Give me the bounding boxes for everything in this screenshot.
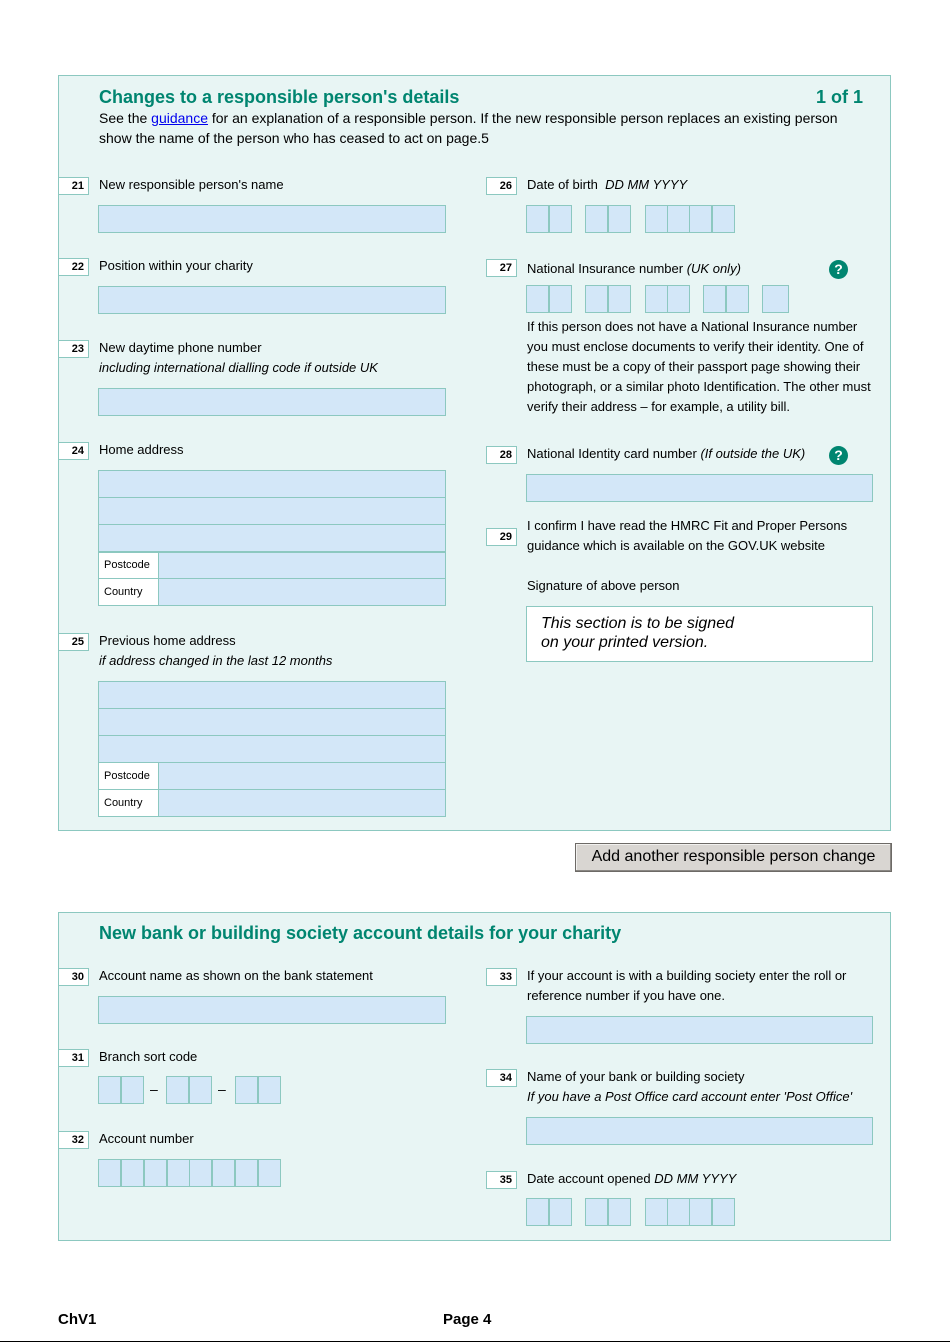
ni-box-7[interactable] [703, 285, 726, 313]
question-number-21: 21 [58, 177, 89, 195]
previous-address-line-2[interactable] [98, 708, 446, 736]
sort-code-5[interactable] [235, 1076, 258, 1104]
signature-box [526, 606, 873, 662]
previous-postcode-input[interactable] [98, 762, 446, 790]
ni-number-label: National Insurance number (UK only) [527, 261, 741, 276]
id-card-label: National Identity card number (If outside the UK) [527, 446, 806, 461]
sort-code-separator: – [218, 1081, 226, 1097]
account-number-4[interactable] [167, 1159, 190, 1187]
phone-hint: including international dialling code if outside UK [99, 360, 378, 375]
date-opened-label: Date account opened DD MM YYYY [527, 1171, 737, 1186]
question-number-30: 30 [58, 968, 89, 986]
question-number-26: 26 [486, 177, 517, 195]
ni-box-3[interactable] [585, 285, 608, 313]
account-number-1[interactable] [98, 1159, 121, 1187]
ni-box-9[interactable] [762, 285, 789, 313]
dob-month-1[interactable] [585, 205, 608, 233]
opened-month-2[interactable] [608, 1198, 631, 1226]
question-number-24: 24 [58, 442, 89, 460]
ni-box-6[interactable] [667, 285, 690, 313]
position-input[interactable] [98, 286, 446, 314]
sort-code-4[interactable] [189, 1076, 212, 1104]
ni-box-2[interactable] [549, 285, 572, 313]
dob-year-1[interactable] [645, 205, 668, 233]
page-number: Page 4 [443, 1311, 492, 1328]
question-number-32: 32 [58, 1131, 89, 1149]
bank-name-label: Name of your bank or building society [527, 1069, 745, 1084]
dob-day-2[interactable] [549, 205, 572, 233]
previous-address-line-1[interactable] [98, 681, 446, 709]
opened-month-1[interactable] [585, 1198, 608, 1226]
bank-name-input[interactable] [526, 1117, 873, 1145]
signature-note: This section is to be signed on your printed version. [541, 615, 734, 651]
account-number-5[interactable] [189, 1159, 212, 1187]
country-label: Country [99, 790, 159, 816]
question-number-35: 35 [486, 1171, 517, 1189]
previous-address-hint: if address changed in the last 12 months [99, 653, 333, 668]
previous-address-label: Previous home address [99, 633, 236, 648]
question-number-29: 29 [486, 528, 517, 546]
footer-rule [0, 1341, 950, 1342]
country-label: Country [99, 579, 159, 605]
home-postcode-input[interactable] [98, 552, 446, 579]
ni-note: If this person does not have a National Insurance number you must enclose documents to verify their identity. One of these must be a copy of their passport page showing their photograph, or a similar photo Identification. The other must verify their address – for example, a utility bill. [527, 319, 871, 414]
account-number-2[interactable] [121, 1159, 144, 1187]
opened-year-1[interactable] [645, 1198, 668, 1226]
home-address-label: Home address [99, 442, 184, 457]
phone-input[interactable] [98, 388, 446, 416]
account-number-8[interactable] [258, 1159, 281, 1187]
question-number-23: 23 [58, 340, 89, 358]
sort-code-1[interactable] [98, 1076, 121, 1104]
signature-label: Signature of above person [527, 578, 680, 593]
help-icon[interactable]: ? [829, 446, 848, 465]
date-opened-format: DD MM YYYY [654, 1171, 737, 1186]
opened-day-1[interactable] [526, 1198, 549, 1226]
ni-box-5[interactable] [645, 285, 668, 313]
account-number-6[interactable] [212, 1159, 235, 1187]
postcode-label: Postcode [99, 763, 159, 789]
home-address-line-3[interactable] [98, 524, 446, 552]
new-name-input[interactable] [98, 205, 446, 233]
position-label: Position within your charity [99, 258, 253, 273]
opened-day-2[interactable] [549, 1198, 572, 1226]
home-address-line-2[interactable] [98, 497, 446, 525]
new-name-label: New responsible person's name [99, 177, 284, 192]
sort-code-label: Branch sort code [99, 1049, 198, 1064]
intro-text: See the guidance for an explanation of a responsible person. If the new responsible person replaces an existing person show the name of the person who has ceased to act on page.5 [99, 110, 838, 146]
previous-country-input[interactable] [98, 789, 446, 817]
dob-year-3[interactable] [689, 205, 712, 233]
ni-box-8[interactable] [726, 285, 749, 313]
previous-address-line-3[interactable] [98, 735, 446, 763]
question-number-25: 25 [58, 633, 89, 651]
confirm-label: I confirm I have read the HMRC Fit and Proper Persons guidance which is available on the GOV.UK website [527, 518, 848, 553]
account-name-input[interactable] [98, 996, 446, 1024]
add-responsible-person-button[interactable]: Add another responsible person change [575, 843, 892, 872]
ni-box-1[interactable] [526, 285, 549, 313]
roll-number-input[interactable] [526, 1016, 873, 1044]
account-number-7[interactable] [235, 1159, 258, 1187]
postcode-label: Postcode [99, 553, 159, 578]
opened-year-4[interactable] [712, 1198, 735, 1226]
question-number-22: 22 [58, 258, 89, 276]
dob-label: Date of birth DD MM YYYY [527, 177, 688, 192]
opened-year-2[interactable] [667, 1198, 690, 1226]
sort-code-separator: – [150, 1081, 158, 1097]
account-number-label: Account number [99, 1131, 194, 1146]
dob-day-1[interactable] [526, 205, 549, 233]
question-number-34: 34 [486, 1069, 517, 1087]
section-title: Changes to a responsible person's details [99, 87, 460, 107]
help-icon[interactable]: ? [829, 260, 848, 279]
home-country-input[interactable] [98, 578, 446, 606]
home-address-line-1[interactable] [98, 470, 446, 498]
question-number-31: 31 [58, 1049, 89, 1067]
roll-number-label: If your account is with a building society enter the roll or reference number if you have one. [527, 968, 847, 1003]
dob-year-4[interactable] [712, 205, 735, 233]
sort-code-3[interactable] [166, 1076, 189, 1104]
form-code: ChV1 [58, 1311, 97, 1328]
question-number-28: 28 [486, 446, 517, 464]
id-card-input[interactable] [526, 474, 873, 502]
section-title: New bank or building society account details for your charity [99, 923, 622, 943]
guidance-link[interactable]: guidance [151, 110, 208, 126]
bank-name-hint: If you have a Post Office card account enter 'Post Office' [527, 1089, 853, 1104]
account-name-label: Account name as shown on the bank statement [99, 968, 373, 983]
account-number-3[interactable] [144, 1159, 167, 1187]
sort-code-6[interactable] [258, 1076, 281, 1104]
phone-label: New daytime phone number [99, 340, 262, 355]
question-number-33: 33 [486, 968, 517, 986]
page-count: 1 of 1 [816, 87, 864, 107]
dob-year-2[interactable] [667, 205, 690, 233]
dob-format: DD MM YYYY [605, 177, 688, 192]
dob-month-2[interactable] [608, 205, 631, 233]
sort-code-2[interactable] [121, 1076, 144, 1104]
ni-box-4[interactable] [608, 285, 631, 313]
question-number-27: 27 [486, 259, 517, 277]
opened-year-3[interactable] [689, 1198, 712, 1226]
